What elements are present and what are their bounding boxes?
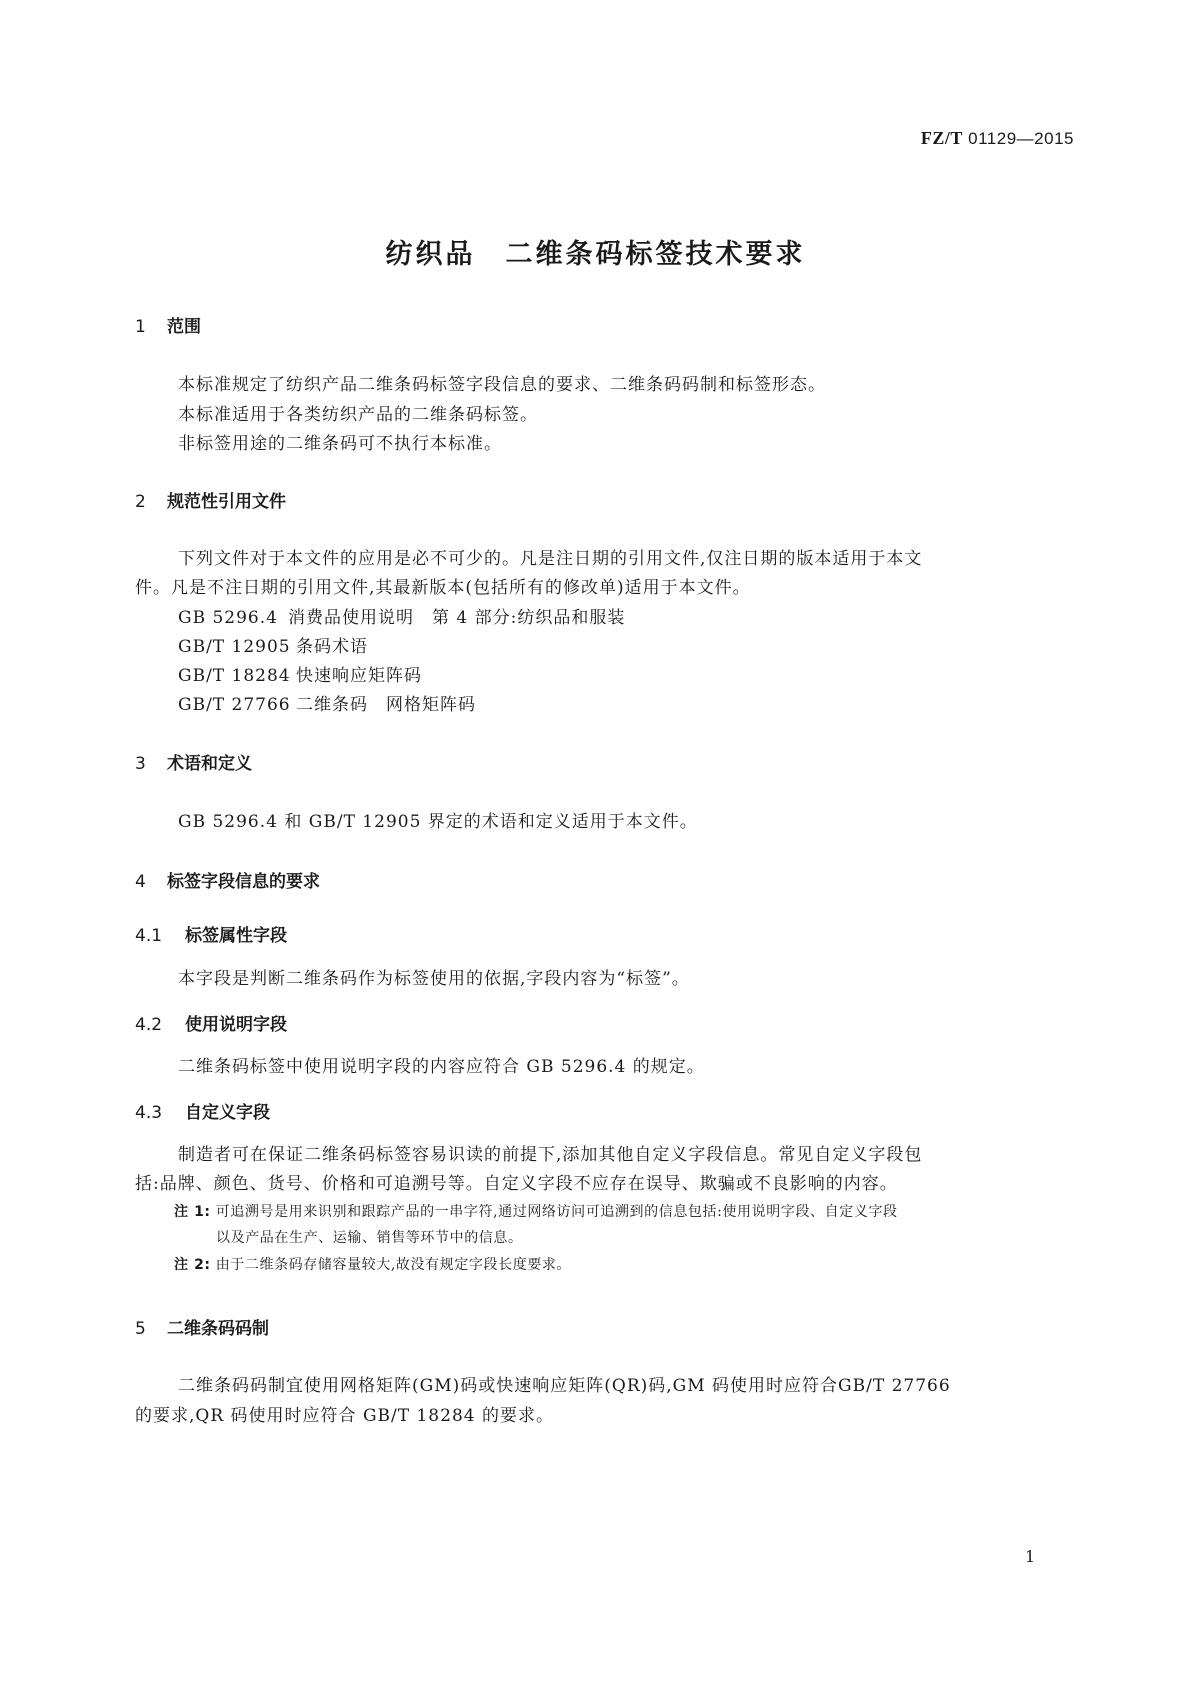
paragraph-line: 下列文件对于本文件的应用是必不可少的。凡是注日期的引用文件,仅注日期的版本适用于本文	[178, 549, 923, 569]
reference-item	[178, 632, 368, 657]
section-title: 范围	[167, 317, 201, 337]
section-5-heading	[135, 1314, 269, 1339]
note-1	[174, 1201, 898, 1221]
document-title: 纺织品 二维条码标签技术要求	[385, 239, 806, 270]
paragraph: 本字段是判断二维条码作为标签使用的依据,字段内容为“标签”。	[178, 969, 690, 989]
subsection-title: 标签属性字段	[185, 926, 287, 946]
reference-title: 消费品使用说明 第 4 部分:纺织品和服装	[288, 608, 626, 628]
reference-title: 二维条码 网格矩阵码	[296, 695, 476, 715]
subsection-number: 4.3	[135, 1103, 163, 1123]
standard-number: 01129—2015	[968, 129, 1074, 148]
subsection-4-3-heading	[135, 1098, 270, 1123]
paragraph-line: 件。凡是不注日期的引用文件,其最新版本(包括所有的修改单)适用于本文件。	[135, 578, 751, 598]
subsection-title: 使用说明字段	[185, 1015, 287, 1035]
reference-item	[178, 603, 625, 628]
paragraph: 二维条码标签中使用说明字段的内容应符合 GB 5296.4 的规定。	[178, 1057, 705, 1077]
subsection-number: 4.2	[135, 1015, 163, 1035]
section-title: 标签字段信息的要求	[167, 872, 320, 892]
section-4-heading	[135, 867, 320, 892]
paragraph-line: 括:品牌、颜色、货号、价格和可追溯号等。自定义字段不应存在误导、欺骗或不良影响的内容。	[135, 1174, 898, 1194]
section-number: 1	[135, 317, 146, 337]
reference-code: GB/T 18284	[178, 666, 291, 686]
page-number: 1	[1025, 1547, 1036, 1566]
section-2-heading	[135, 487, 286, 512]
paragraph-line: 制造者可在保证二维条码标签容易识读的前提下,添加其他自定义字段信息。常见自定义字段包	[178, 1145, 923, 1165]
standard-prefix: FZ/T	[920, 128, 963, 148]
standard-code	[921, 128, 1074, 149]
reference-code: GB/T 27766	[178, 695, 291, 715]
section-number: 5	[135, 1319, 146, 1339]
section-title: 二维条码码制	[167, 1319, 269, 1339]
reference-item	[178, 690, 476, 715]
section-number: 3	[135, 754, 146, 774]
section-3-heading	[135, 749, 252, 774]
subsection-number: 4.1	[135, 926, 163, 946]
paragraph-line: 二维条码码制宜使用网格矩阵(GM)码或快速响应矩阵(QR)码,GM 码使用时应符合GB/T 27766	[178, 1376, 951, 1396]
subsection-4-1-heading	[135, 921, 287, 946]
section-title: 规范性引用文件	[167, 492, 286, 512]
section-title: 术语和定义	[167, 754, 252, 774]
paragraph-line: 的要求,QR 码使用时应符合 GB/T 18284 的要求。	[135, 1406, 554, 1426]
note-label: 注 2:	[174, 1257, 211, 1273]
section-number: 4	[135, 872, 146, 892]
paragraph: 本标准适用于各类纺织产品的二维条码标签。	[178, 405, 538, 425]
subsection-4-2-heading	[135, 1010, 287, 1035]
note-label: 注 1:	[174, 1204, 211, 1220]
reference-title: 快速响应矩阵码	[296, 666, 422, 686]
section-number: 2	[135, 492, 146, 512]
section-1-heading	[135, 312, 201, 337]
paragraph: 本标准规定了纺织产品二维条码标签字段信息的要求、二维条码码制和标签形态。	[178, 375, 826, 395]
paragraph: 非标签用途的二维条码可不执行本标准。	[178, 434, 502, 454]
note-text: 由于二维条码存储容量较大,故没有规定字段长度要求。	[215, 1257, 572, 1273]
reference-title: 条码术语	[296, 637, 368, 657]
reference-item	[178, 661, 422, 686]
subsection-title: 自定义字段	[185, 1103, 270, 1123]
note-2	[174, 1254, 571, 1274]
note-text: 可追溯号是用来识别和跟踪产品的一串字符,通过网络访问可追溯到的信息包括:使用说明字段、自定义字段	[215, 1204, 898, 1220]
reference-code: GB/T 12905	[178, 637, 291, 657]
reference-code: GB 5296.4	[178, 608, 278, 628]
note-1-continuation: 以及产品在生产、运输、销售等环节中的信息。	[216, 1230, 523, 1246]
paragraph: GB 5296.4 和 GB/T 12905 界定的术语和定义适用于本文件。	[178, 812, 698, 832]
